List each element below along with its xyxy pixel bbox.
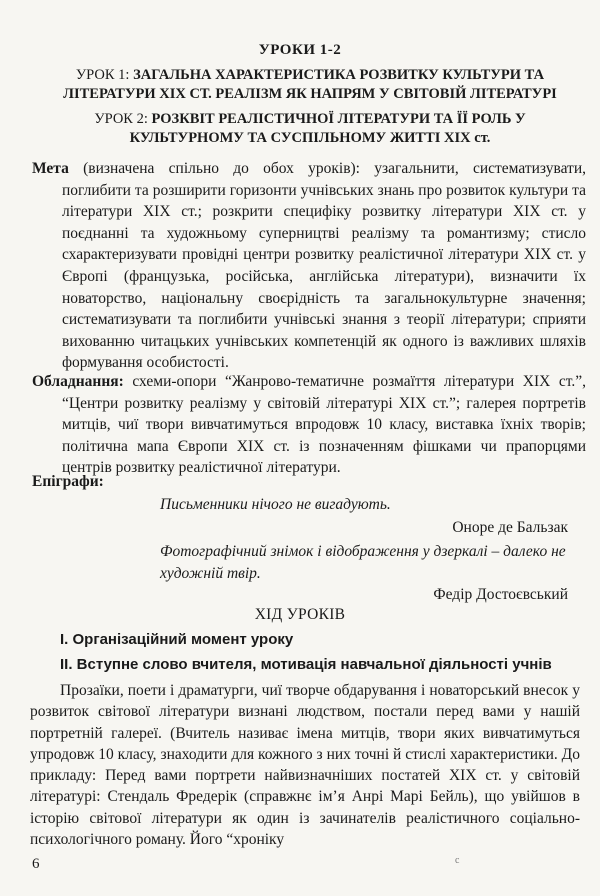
epigraph-quote-2: Фотографічний знімок і відображення у дзеркалі – далеко не художній твір. [160, 543, 566, 582]
section-heading-2: ІІ. Вступне слово вчителя, мотивація навчальної діяльності учнів [60, 656, 552, 673]
goal-text: (визначена спільно до обох уроків): узагальнити, систематизувати, поглибити та розширити горизонти учнівських знань про розвиток культури та літератури XIX ст.; розкрити специфіку розвитку літератури XIX ст. у поєднанні та художньому суперництві реалізму та романтизму; стисло схарактеризувати провідні центри розвитку реалістичної літератури XIX ст. у Європі (французька, російська, англійська літератури), визначити їх новаторство, національну своєрідність та загальнокультурне значення; систематизувати та поглибити учнівські знання з теорії літератури; сприяти вихованню читацьких учнівських компетенцій як одного із важливих шляхів формування особистості. [62, 160, 586, 372]
body-paragraph: Прозаїки, поети і драматурги, чиї творче обдарування і новаторський внесок у розвиток світової літератури визнані людством, постали перед вами у нашій портретній галереї. (Вчитель називає імена митців, твори яких вивчатимуться упродовж 10 класу, знаходити для кожного з них точні й стислі характеристики. До прикладу: Перед вами портрети найвизначніших постатей XIX ст. у світовій літературі: Стендаль Фредерік (справжнє ім’я Анрі Марі Бейль), що увійшов в історію світової літератури як один із зачинателів реалістичного соціально-психологічного роману. Його “хроніку [30, 682, 580, 849]
page-number: 6 [32, 856, 40, 872]
section-heading-1: І. Організаційний момент уроку [60, 631, 294, 648]
epigraph-author-1: Оноре де Бальзак [452, 519, 568, 536]
lesson-2-prefix: УРОК 2: [94, 111, 148, 127]
goal-paragraph [32, 158, 586, 374]
stray-mark: c [455, 855, 460, 866]
equipment-paragraph [32, 371, 587, 479]
lesson-1-title: ЗАГАЛЬНА ХАРАКТЕРИСТИКА РОЗВИТКУ КУЛЬТУРИ ТА ЛІТЕРАТУРИ XIX СТ. РЕАЛІЗМ ЯК НАПРЯМ У СВІТОВІЙ ЛІТЕРАТУРІ [63, 67, 557, 102]
lesson-1-heading [40, 66, 580, 104]
equipment-label: Обладнання: [32, 373, 124, 390]
equipment-text: схеми-опори “Жанрово-тематичне розмаїття літератури XIX ст.”, “Центри розвитку реалізму у світовій літературі XIX ст.”; галерея портретів митців, чиї твори вивчатимуться впродовж 10 класу, виставка їхніх творів; політична мапа Європи XIX ст. із позначенням фішками чи прапорцями центрів розвитку реалістичної літератури. [62, 373, 587, 477]
lesson-2-heading [40, 110, 580, 148]
epigraph-quote-1: Письменники нічого не вигадують. [160, 496, 391, 513]
lesson-1-prefix: УРОК 1: [75, 67, 130, 83]
epigraph-author-2: Федір Достоєвський [433, 586, 568, 603]
epigraphs-label: Епіграфи: [32, 473, 104, 490]
page-title: УРОКИ 1-2 [258, 42, 342, 58]
course-heading: ХІД УРОКІВ [254, 606, 346, 623]
lesson-2-title: РОЗКВІТ РЕАЛІСТИЧНОЇ ЛІТЕРАТУРИ ТА ЇЇ РОЛЬ У КУЛЬТУРНОМУ ТА СУСПІЛЬНОМУ ЖИТТІ XIX ст. [129, 111, 526, 146]
goal-label: Мета [32, 160, 69, 177]
